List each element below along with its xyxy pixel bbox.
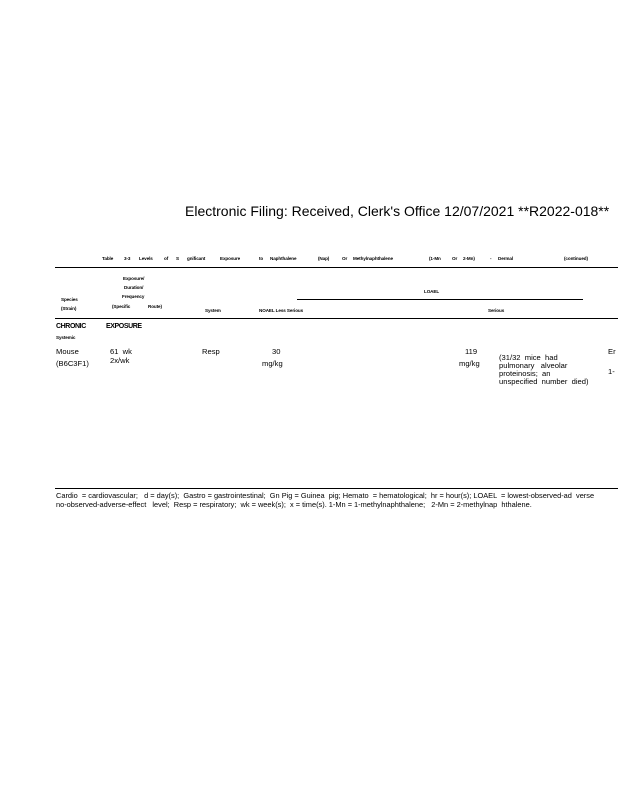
title-word: Dermal — [498, 256, 513, 261]
title-word: S — [176, 256, 179, 261]
title-word: (continued) — [564, 256, 588, 261]
title-word: of — [164, 256, 169, 261]
header-frequency: Frequency — [122, 294, 145, 299]
header-serious: Serious — [488, 308, 505, 313]
footnote-line: Cardio = cardiovascular; d = day(s); Gastro = gastrointestinal; Gn Pig = Guinea pig; Hemato = hematological; hr = hour(s); LOAEL = lowest-observed-ad verse — [56, 491, 595, 500]
cell-effect-line: proteinosis; an — [499, 369, 551, 378]
section-chronic: CHRONIC — [56, 323, 86, 330]
cell-effect-line: pulmonary alveolar — [499, 361, 568, 370]
cell-duration: 61 wk — [110, 347, 132, 356]
cell-cutoff: 1- — [608, 367, 615, 376]
cell-noael-unit: mg/kg — [262, 359, 283, 368]
table-top-rule — [55, 267, 618, 268]
header-species: Species — [61, 297, 78, 302]
cell-species: Mouse — [56, 347, 79, 356]
title-word: - — [490, 256, 492, 261]
title-word: Or — [452, 256, 458, 261]
cell-effect-line: (31/32 mice had — [499, 353, 558, 362]
title-word: (Nap) — [318, 256, 330, 261]
title-word: 2-Mn) — [463, 256, 475, 261]
footnote-line: no-observed-adverse-effect level; Resp = respiratory; wk = week(s); x = time(s). 1-Mn = 1-methylnaphthalene; 2-Mn = 2-methylnap hthalene. — [56, 500, 532, 509]
title-word: Table — [102, 256, 114, 261]
cell-noael-value: 30 — [272, 347, 281, 356]
cell-cutoff: Er — [608, 347, 616, 356]
header-noael: NOAEL Less Serious — [259, 308, 304, 313]
title-word: Levels — [139, 256, 153, 261]
filing-stamp: Electronic Filing: Received, Clerk's Office 12/07/2021 **R2022-018** — [185, 203, 610, 219]
loael-rule — [297, 299, 583, 300]
header-loael: LOAEL — [424, 289, 440, 294]
cell-serious-value: 119 — [465, 347, 478, 356]
header-duration: Duration/ — [124, 285, 144, 290]
title-word: Exposure — [220, 256, 241, 261]
header-bottom-rule — [55, 318, 618, 319]
title-word: Naphthalene — [270, 256, 297, 261]
section-exposure: EXPOSURE — [106, 323, 142, 330]
title-word: Or — [342, 256, 348, 261]
footnote-rule — [55, 488, 618, 489]
header-route: Route) — [148, 304, 162, 309]
header-system: System — [205, 308, 221, 313]
cell-frequency: 2x/wk — [110, 356, 130, 365]
section-systemic: Systemic — [56, 335, 76, 340]
cell-effect-line: unspecified number died) — [499, 377, 589, 386]
cell-strain: (B6C3F1) — [56, 359, 89, 368]
cell-serious-unit: mg/kg — [459, 359, 480, 368]
title-word: 3-3 — [124, 256, 131, 261]
title-word: (1-Mn — [429, 256, 441, 261]
title-word: gnificant — [187, 256, 206, 261]
cell-system: Resp — [202, 347, 220, 356]
header-exposure: Exposure/ — [123, 276, 145, 281]
title-word: to — [259, 256, 264, 261]
header-strain: (Strain) — [61, 306, 77, 311]
header-specific: (Specific — [112, 304, 131, 309]
title-word: Methylnaphthalene — [353, 256, 393, 261]
